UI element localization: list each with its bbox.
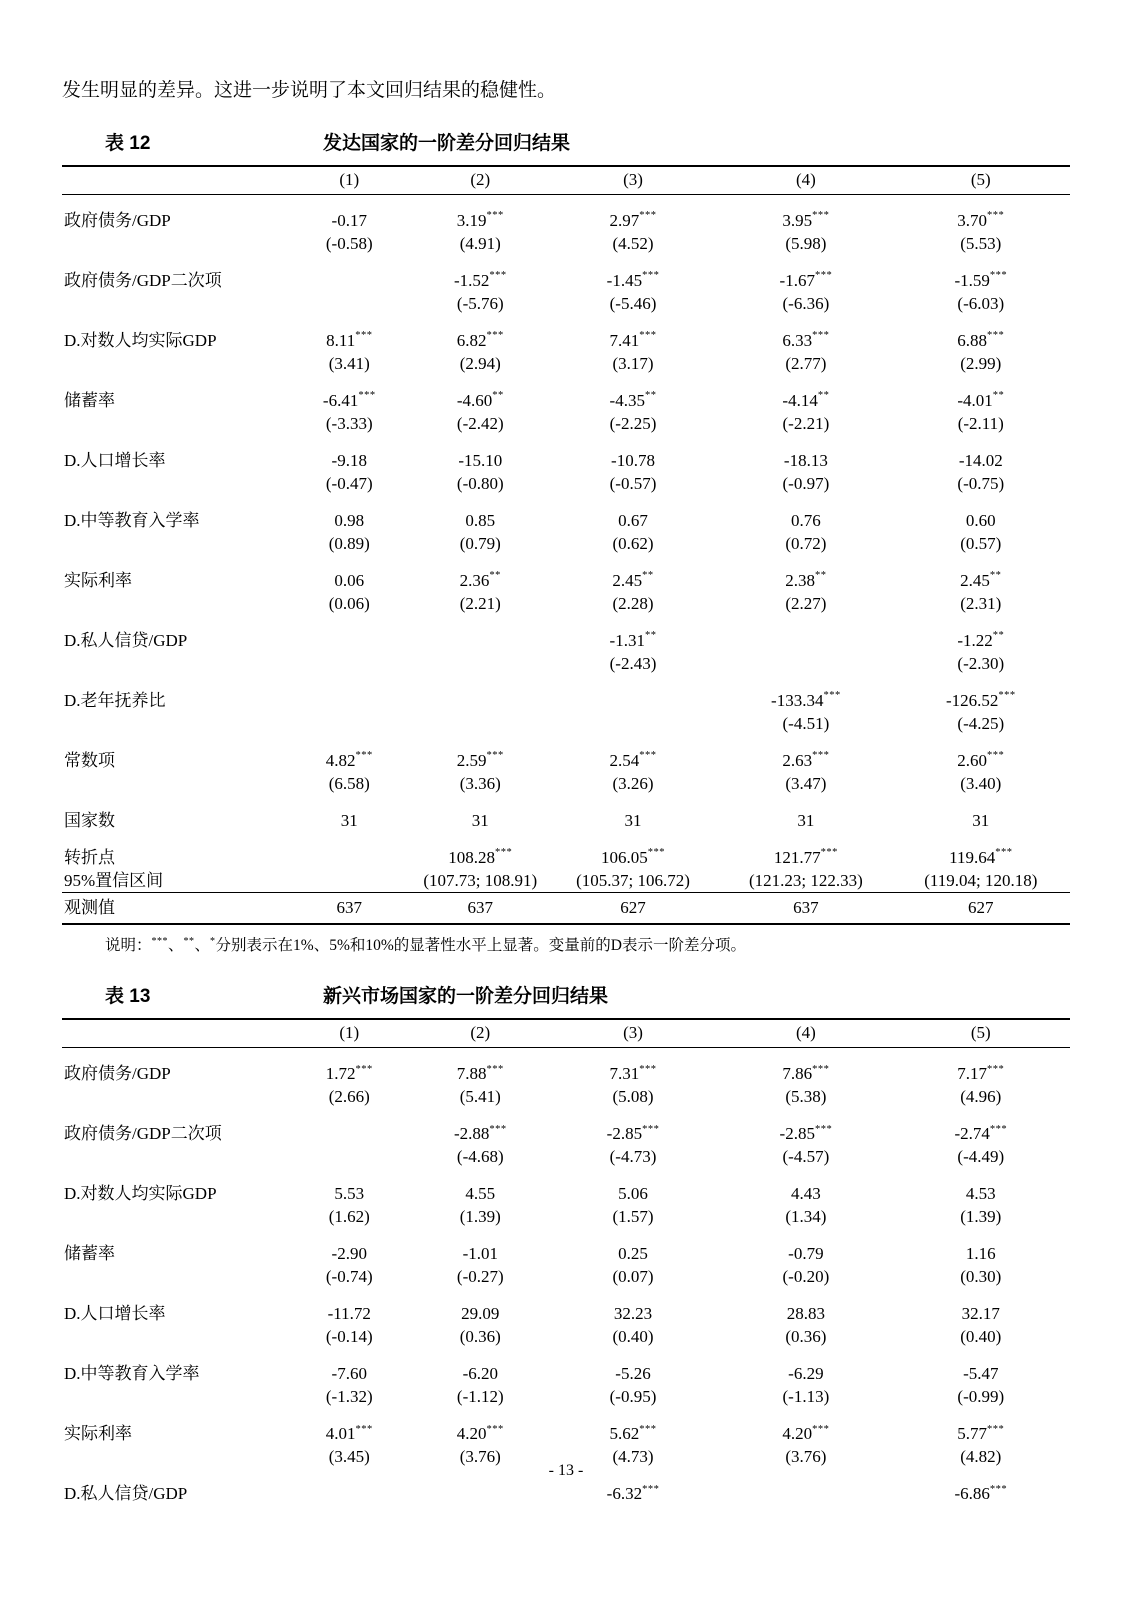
cell: (3) bbox=[546, 1019, 720, 1048]
row-label bbox=[62, 1265, 284, 1288]
row-label: D.私人信贷/GDP bbox=[64, 1484, 188, 1504]
cell: (-2.21) bbox=[782, 414, 830, 433]
cell: (5.41) bbox=[459, 1087, 501, 1107]
cell: (-2.42) bbox=[456, 414, 504, 433]
row-label: D.对数人均实际GDP bbox=[64, 1184, 217, 1204]
cell: 3.19*** bbox=[456, 210, 504, 230]
note-stars-5pct: ** bbox=[183, 936, 195, 947]
cell: (-2.11) bbox=[957, 414, 1004, 433]
cell: -1.67*** bbox=[779, 270, 833, 290]
cell: (1.57) bbox=[612, 1207, 654, 1227]
cell: (3.76) bbox=[459, 1447, 501, 1467]
cell: -4.14** bbox=[782, 390, 830, 410]
row-label bbox=[62, 1019, 284, 1048]
row-label: D.中等教育入学率 bbox=[64, 511, 200, 530]
cell: -5.47 bbox=[963, 1364, 999, 1384]
table-row bbox=[62, 315, 1070, 352]
cell: 0.06 bbox=[334, 571, 365, 590]
row-label: 实际利率 bbox=[64, 571, 132, 590]
row-label: 转折点 bbox=[64, 848, 115, 867]
cell: 121.77*** bbox=[773, 847, 838, 867]
note-stars-10pct: * bbox=[210, 936, 216, 947]
page-number: - 13 - bbox=[548, 1462, 584, 1479]
cell: (5) bbox=[892, 166, 1070, 195]
cell: 31 bbox=[972, 811, 990, 830]
cell: -9.18 bbox=[331, 451, 367, 470]
cell: (0.36) bbox=[785, 1327, 827, 1347]
cell: 7.31*** bbox=[609, 1063, 657, 1084]
cell: 637 bbox=[415, 893, 546, 925]
cell: (-5.76) bbox=[456, 294, 504, 313]
cell: -2.85*** bbox=[606, 1123, 660, 1144]
row-label bbox=[62, 652, 284, 675]
table-row bbox=[62, 1145, 1070, 1168]
cell: -6.32*** bbox=[606, 1483, 660, 1504]
intro-paragraph: 发生明显的差异。这进一步说明了本文回归结果的稳健性。 bbox=[62, 80, 557, 101]
row-label: 政府债务/GDP bbox=[64, 211, 171, 230]
cell: 4.82*** bbox=[325, 750, 373, 770]
cell: 4.43 bbox=[790, 1184, 821, 1204]
row-label: 储蓄率 bbox=[64, 391, 115, 410]
table-row bbox=[62, 1108, 1070, 1145]
row-label bbox=[62, 772, 284, 795]
table-row bbox=[62, 869, 1070, 893]
cell: (2.66) bbox=[328, 1087, 370, 1107]
cell: 637 bbox=[284, 893, 415, 925]
table-row bbox=[62, 1085, 1070, 1108]
cell: -6.29 bbox=[788, 1364, 824, 1384]
cell: (3.40) bbox=[960, 774, 1002, 793]
cell: 1.16 bbox=[965, 1244, 996, 1264]
cell: 2.45** bbox=[960, 570, 1002, 590]
cell: (119.04; 120.18) bbox=[924, 871, 1038, 890]
cell: (-4.25) bbox=[957, 714, 1005, 733]
cell bbox=[284, 869, 415, 893]
cell: 32.17 bbox=[961, 1304, 1000, 1324]
cell: 5.06 bbox=[618, 1184, 648, 1204]
row-label: 政府债务/GDP二次项 bbox=[64, 271, 222, 290]
cell: (5.53) bbox=[960, 234, 1002, 253]
cell: (1.34) bbox=[785, 1207, 827, 1227]
note-stars-1pct: *** bbox=[151, 936, 169, 947]
cell: (-0.58) bbox=[325, 234, 373, 253]
cell: (3.76) bbox=[785, 1447, 827, 1467]
cell: (2.21) bbox=[459, 594, 501, 613]
row-label bbox=[62, 592, 284, 615]
cell: (2) bbox=[415, 166, 546, 195]
cell: (0.40) bbox=[612, 1327, 654, 1347]
cell: (2.94) bbox=[459, 354, 501, 373]
cell: (-0.47) bbox=[325, 474, 373, 493]
cell: 31 bbox=[797, 811, 815, 830]
row-label bbox=[62, 412, 284, 435]
table-row bbox=[62, 893, 1070, 925]
table-row bbox=[62, 1265, 1070, 1288]
cell: (4.82) bbox=[960, 1447, 1002, 1467]
cell: (121.23; 122.33) bbox=[748, 871, 863, 890]
table-row bbox=[62, 532, 1070, 555]
cell bbox=[415, 712, 546, 735]
cell: (-4.49) bbox=[957, 1147, 1005, 1167]
table-row bbox=[62, 1019, 1070, 1048]
row-label: D.老年抚养比 bbox=[64, 691, 166, 710]
cell: (-0.95) bbox=[609, 1387, 657, 1407]
cell bbox=[415, 675, 546, 712]
table13-caption-label: 表 13 bbox=[105, 986, 151, 1008]
row-label: 95%置信区间 bbox=[64, 871, 164, 890]
cell: 3.95*** bbox=[782, 210, 830, 230]
cell bbox=[284, 675, 415, 712]
table-row bbox=[62, 675, 1070, 712]
cell: (0.89) bbox=[328, 534, 370, 553]
cell: -4.01** bbox=[957, 390, 1005, 410]
cell: 29.09 bbox=[461, 1304, 500, 1324]
cell: (-6.03) bbox=[957, 294, 1005, 313]
cell: -10.78 bbox=[611, 451, 655, 470]
cell: (2) bbox=[415, 1019, 546, 1048]
row-label: 政府债务/GDP bbox=[64, 1064, 171, 1084]
cell bbox=[284, 255, 415, 292]
cell: (-4.51) bbox=[782, 714, 830, 733]
cell: -1.31** bbox=[609, 630, 657, 650]
cell: 2.97*** bbox=[609, 210, 657, 230]
cell: (-2.43) bbox=[609, 654, 657, 673]
cell: (5.08) bbox=[612, 1087, 654, 1107]
table-row bbox=[62, 495, 1070, 532]
cell: 0.67 bbox=[618, 511, 648, 530]
cell: (-3.33) bbox=[325, 414, 373, 433]
table13-caption bbox=[62, 981, 1070, 1008]
cell: (2.28) bbox=[612, 594, 654, 613]
cell: (4) bbox=[720, 166, 891, 195]
cell: (5.38) bbox=[785, 1087, 827, 1107]
table-row bbox=[62, 1168, 1070, 1205]
cell: 1.72*** bbox=[325, 1063, 373, 1084]
cell: (-0.57) bbox=[609, 474, 657, 493]
table-row bbox=[62, 472, 1070, 495]
cell: -7.60 bbox=[331, 1364, 367, 1384]
table-row bbox=[62, 1048, 1070, 1086]
row-label: D.对数人均实际GDP bbox=[64, 331, 217, 350]
table-row bbox=[62, 1325, 1070, 1348]
cell bbox=[284, 292, 415, 315]
cell bbox=[415, 652, 546, 675]
cell: (0.40) bbox=[960, 1327, 1002, 1347]
cell: -1.59*** bbox=[954, 270, 1008, 290]
cell: (2.77) bbox=[785, 354, 827, 373]
row-label: D.私人信贷/GDP bbox=[64, 631, 188, 650]
cell: 2.59*** bbox=[456, 750, 504, 770]
cell: (4.91) bbox=[459, 234, 501, 253]
row-label bbox=[62, 352, 284, 375]
row-label: D.人口增长率 bbox=[64, 1304, 166, 1324]
cell: 108.28*** bbox=[448, 847, 513, 867]
cell: (-0.80) bbox=[456, 474, 504, 493]
cell: (4.96) bbox=[960, 1087, 1002, 1107]
cell bbox=[284, 832, 415, 869]
cell: (1) bbox=[284, 1019, 415, 1048]
row-label bbox=[62, 1385, 284, 1408]
cell: (1.62) bbox=[328, 1207, 370, 1227]
cell: -6.20 bbox=[462, 1364, 498, 1384]
cell: -0.79 bbox=[788, 1244, 824, 1264]
cell: 0.85 bbox=[465, 511, 496, 530]
cell bbox=[415, 615, 546, 652]
cell: (-0.20) bbox=[782, 1267, 830, 1287]
table-row bbox=[62, 772, 1070, 795]
cell: (0.79) bbox=[459, 534, 501, 553]
row-label: D.中等教育入学率 bbox=[64, 1364, 200, 1384]
cell: (4) bbox=[720, 1019, 891, 1048]
cell: 0.60 bbox=[965, 511, 996, 530]
cell: 4.01*** bbox=[325, 1423, 373, 1444]
cell: 32.23 bbox=[613, 1304, 653, 1324]
cell: (6.58) bbox=[328, 774, 370, 793]
row-label: 常数项 bbox=[64, 751, 115, 770]
cell: (4.52) bbox=[612, 234, 654, 253]
note-separator: 、 bbox=[168, 937, 184, 955]
row-label: 实际利率 bbox=[64, 1424, 132, 1444]
cell: (-0.97) bbox=[782, 474, 830, 493]
cell: 0.25 bbox=[618, 1244, 648, 1264]
cell: 4.20*** bbox=[782, 1423, 830, 1444]
table-row bbox=[62, 412, 1070, 435]
cell: (3.41) bbox=[328, 354, 370, 373]
cell: (3) bbox=[546, 166, 720, 195]
cell: (-6.36) bbox=[782, 294, 830, 313]
cell: -1.01 bbox=[462, 1244, 498, 1264]
cell: 5.53 bbox=[334, 1184, 365, 1204]
row-label bbox=[62, 1205, 284, 1228]
cell: (-4.73) bbox=[609, 1147, 657, 1167]
cell: (-1.12) bbox=[456, 1387, 504, 1407]
row-label: 观测值 bbox=[62, 893, 284, 925]
cell: (0.06) bbox=[328, 594, 370, 613]
cell: (4.73) bbox=[612, 1447, 654, 1467]
note-text: 分别表示在1%、5%和10%的显著性水平上显著。变量前的D表示一阶差分项。 bbox=[215, 937, 746, 955]
cell: 7.88*** bbox=[456, 1063, 504, 1084]
cell: (-0.75) bbox=[957, 474, 1005, 493]
cell: (3.45) bbox=[328, 1447, 370, 1467]
cell: -133.34*** bbox=[771, 690, 841, 710]
cell: -18.13 bbox=[783, 451, 828, 470]
cell: 8.11*** bbox=[326, 330, 373, 350]
cell: (0.07) bbox=[612, 1267, 654, 1287]
cell: 4.55 bbox=[465, 1184, 496, 1204]
cell: 0.76 bbox=[790, 511, 821, 530]
cell: (3.47) bbox=[785, 774, 827, 793]
table-row bbox=[62, 712, 1070, 735]
row-label: D.人口增长率 bbox=[64, 451, 166, 470]
cell: -15.10 bbox=[458, 451, 503, 470]
table13-title: 新兴市场国家的一阶差分回归结果 bbox=[323, 986, 609, 1008]
cell: -1.45*** bbox=[606, 270, 660, 290]
cell: -0.17 bbox=[331, 211, 367, 230]
table12-regression-table bbox=[62, 165, 1070, 925]
table-row bbox=[62, 352, 1070, 375]
cell: (3.36) bbox=[459, 774, 501, 793]
cell: (1.39) bbox=[960, 1207, 1002, 1227]
table-row bbox=[62, 592, 1070, 615]
cell bbox=[546, 675, 720, 712]
cell: -14.02 bbox=[958, 451, 1003, 470]
table-row bbox=[62, 292, 1070, 315]
cell: -2.90 bbox=[331, 1244, 367, 1264]
cell: (0.30) bbox=[960, 1267, 1002, 1287]
cell: (3.17) bbox=[612, 354, 654, 373]
cell: -126.52*** bbox=[945, 690, 1016, 710]
cell: 2.54*** bbox=[609, 750, 657, 770]
cell bbox=[284, 712, 415, 735]
cell: 28.83 bbox=[786, 1304, 825, 1324]
cell: 31 bbox=[624, 811, 642, 830]
cell: -1.52*** bbox=[453, 270, 507, 290]
cell: 6.33*** bbox=[782, 330, 830, 350]
cell: -4.35** bbox=[609, 390, 657, 410]
row-label bbox=[62, 292, 284, 315]
cell: 4.20*** bbox=[456, 1423, 504, 1444]
cell: 31 bbox=[471, 811, 489, 830]
cell: 2.45** bbox=[612, 570, 654, 590]
cell: -6.41*** bbox=[322, 390, 376, 410]
cell: (2.31) bbox=[960, 594, 1002, 613]
table12-note bbox=[62, 931, 1070, 957]
table-row bbox=[62, 195, 1070, 233]
row-label bbox=[62, 232, 284, 255]
table-row bbox=[62, 1348, 1070, 1385]
cell: (107.73; 108.91) bbox=[423, 871, 538, 890]
table12-caption bbox=[62, 128, 1070, 155]
cell: 6.82*** bbox=[456, 330, 504, 350]
cell: (-2.25) bbox=[609, 414, 657, 433]
cell bbox=[284, 1108, 415, 1145]
cell bbox=[284, 615, 415, 652]
row-label bbox=[62, 1145, 284, 1168]
row-label: 政府债务/GDP二次项 bbox=[64, 1124, 222, 1144]
cell: -11.72 bbox=[327, 1304, 371, 1324]
cell: -6.86*** bbox=[954, 1483, 1008, 1504]
cell: 5.62*** bbox=[609, 1423, 657, 1444]
cell: 2.36** bbox=[459, 570, 501, 590]
cell: (0.72) bbox=[785, 534, 827, 553]
table-row bbox=[62, 1385, 1070, 1408]
cell: 106.05*** bbox=[601, 847, 665, 867]
cell: 7.41*** bbox=[609, 330, 657, 350]
cell: -2.88*** bbox=[453, 1123, 507, 1144]
cell: (-1.32) bbox=[325, 1387, 373, 1407]
table-row bbox=[62, 435, 1070, 472]
cell: 637 bbox=[720, 893, 891, 925]
cell: (0.57) bbox=[960, 534, 1002, 553]
cell: 119.64*** bbox=[949, 847, 1013, 867]
cell: (1.39) bbox=[459, 1207, 501, 1227]
note-separator: 、 bbox=[194, 937, 211, 955]
cell: (-0.99) bbox=[957, 1387, 1005, 1407]
cell: 5.77*** bbox=[957, 1423, 1005, 1444]
table-row bbox=[62, 375, 1070, 412]
table12-title: 发达国家的一阶差分回归结果 bbox=[323, 133, 571, 154]
row-label bbox=[62, 712, 284, 735]
cell: -5.26 bbox=[615, 1364, 651, 1384]
table-row bbox=[62, 652, 1070, 675]
table-row bbox=[62, 555, 1070, 592]
cell bbox=[284, 652, 415, 675]
table-row bbox=[62, 1228, 1070, 1265]
table-row bbox=[62, 832, 1070, 869]
cell: 4.53 bbox=[965, 1184, 996, 1204]
cell: (0.62) bbox=[612, 534, 654, 553]
table-row bbox=[62, 1408, 1070, 1445]
row-label bbox=[62, 1085, 284, 1108]
cell: (1) bbox=[284, 166, 415, 195]
row-label: 储蓄率 bbox=[64, 1244, 115, 1264]
cell: (-4.68) bbox=[456, 1147, 504, 1167]
table-row bbox=[62, 166, 1070, 195]
table12-caption-label: 表 12 bbox=[105, 133, 151, 154]
row-label bbox=[62, 1325, 284, 1348]
cell: (-5.46) bbox=[609, 294, 657, 313]
row-label bbox=[62, 472, 284, 495]
cell bbox=[284, 1145, 415, 1168]
cell: (-0.74) bbox=[325, 1267, 373, 1287]
cell: (2.99) bbox=[960, 354, 1002, 373]
cell: -2.74*** bbox=[954, 1123, 1008, 1144]
cell: -2.85*** bbox=[779, 1123, 833, 1144]
cell: (5.98) bbox=[785, 234, 827, 253]
table-row bbox=[62, 1205, 1070, 1228]
cell bbox=[546, 712, 720, 735]
cell: -1.22** bbox=[957, 630, 1005, 650]
cell: (-4.57) bbox=[782, 1147, 830, 1167]
cell: 3.70*** bbox=[957, 210, 1005, 230]
table-row bbox=[62, 1288, 1070, 1325]
cell: (3.26) bbox=[612, 774, 654, 793]
cell: (-0.14) bbox=[325, 1327, 373, 1347]
cell: 627 bbox=[892, 893, 1070, 925]
table-row bbox=[62, 615, 1070, 652]
table13-regression-table bbox=[62, 1018, 1070, 1505]
cell: (105.37; 106.72) bbox=[576, 871, 690, 890]
table-row bbox=[62, 795, 1070, 832]
cell: 627 bbox=[546, 893, 720, 925]
cell: 6.88*** bbox=[957, 330, 1005, 350]
table-row bbox=[62, 735, 1070, 772]
note-prefix: 说明： bbox=[105, 937, 152, 955]
cell: 7.86*** bbox=[782, 1063, 830, 1084]
cell: (2.27) bbox=[785, 594, 827, 613]
cell: 2.63*** bbox=[782, 750, 830, 770]
cell: 2.38** bbox=[785, 570, 827, 590]
cell: (0.36) bbox=[459, 1327, 501, 1347]
cell: (5) bbox=[892, 1019, 1070, 1048]
row-label bbox=[62, 166, 284, 195]
cell bbox=[720, 652, 891, 675]
cell: -4.60** bbox=[456, 390, 504, 410]
cell: (-0.27) bbox=[456, 1267, 504, 1287]
cell: 2.60*** bbox=[957, 750, 1005, 770]
cell: (-2.30) bbox=[957, 654, 1005, 673]
table-row bbox=[62, 232, 1070, 255]
cell: 7.17*** bbox=[957, 1063, 1005, 1084]
row-label bbox=[62, 532, 284, 555]
cell bbox=[720, 615, 891, 652]
cell: 0.98 bbox=[334, 511, 365, 530]
row-label: 国家数 bbox=[64, 811, 115, 830]
cell: 31 bbox=[340, 811, 358, 830]
cell: (-1.13) bbox=[782, 1387, 830, 1407]
table-row bbox=[62, 255, 1070, 292]
